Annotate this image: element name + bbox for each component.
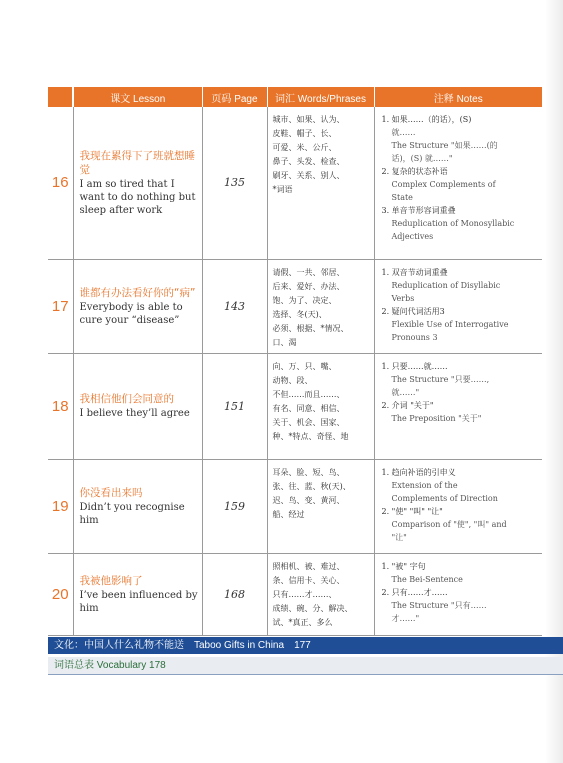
lesson-number: 19 <box>48 459 73 553</box>
header-page: 页码 Page <box>202 87 267 107</box>
lesson-page-number: 143 <box>202 259 267 353</box>
note-line: 才……" <box>391 613 420 623</box>
lesson-words <box>267 353 374 459</box>
note-line: 1. "被" 字句 <box>381 561 426 571</box>
culture-section-bar[interactable] <box>48 637 563 654</box>
note-line: "让" <box>391 532 407 542</box>
note-line: 1. 如果……（的话），(S) <box>381 115 472 124</box>
header-notes: 注释 Notes <box>374 87 542 107</box>
culture-english: Taboo Gifts in China <box>194 640 285 651</box>
note-line: 1. 只要……就…… <box>381 361 448 371</box>
lesson-number: 16 <box>48 107 73 259</box>
note-line: 就…… <box>391 128 416 137</box>
lesson-number: 18 <box>48 353 73 459</box>
note-line: 1. 趋向补语的引申义 <box>381 467 456 477</box>
lesson-page-number: 168 <box>202 553 267 635</box>
note-line: Pronouns 3 <box>391 332 438 342</box>
lesson-title-chinese: 我被他影响了 <box>79 574 143 587</box>
note-line: 2. 只有……才…… <box>381 587 448 597</box>
lesson-row[interactable] <box>48 553 542 635</box>
lesson-title-english: I’ve been influenced by him <box>79 589 198 614</box>
lesson-number: 20 <box>48 553 73 635</box>
lesson-title-english: I believe they’ll agree <box>79 408 190 419</box>
lesson-row[interactable] <box>48 353 542 459</box>
vocabulary-label: 词语总表 Vocabulary <box>54 660 147 671</box>
lesson-title-english: Everybody is able to cure your “disease” <box>79 301 183 326</box>
note-line: 话)，(S) 就……" <box>391 154 453 163</box>
header-words: 词汇 Words/Phrases <box>267 87 374 107</box>
lesson-title-chinese: 我相信他们会同意的 <box>79 393 174 405</box>
note-line: Complements of Direction <box>391 493 498 503</box>
contents-table <box>48 87 542 636</box>
lesson-words-text: 城市、如果、认为、 皮鞋、帽子、长、 可爱、米、公斤、 鼻子、头发、检查、 刷牙、关系、别人、 *词语 <box>272 115 345 194</box>
lesson-notes <box>374 553 542 635</box>
lesson-notes <box>374 259 542 353</box>
lesson-title-chinese: 我现在累得下了班就想睡觉 <box>79 149 195 176</box>
note-line: Flexible Use of Interrogative <box>391 319 509 329</box>
lesson-words-text: 向、万、只、嘴、 动物、段、 不但……而且……、 有名、同意、相信、 关于、机会、国家、 种、*特点、奇怪、地 <box>272 361 349 441</box>
note-line: 2. 疑问代词活用3 <box>381 306 445 316</box>
lesson-title-chinese: 你没看出来吗 <box>79 486 143 499</box>
lesson-row[interactable] <box>48 459 542 553</box>
note-line: The Bei-Sentence <box>391 574 463 584</box>
lesson-page-number: 151 <box>202 353 267 459</box>
vocabulary-section-bar[interactable] <box>48 657 563 675</box>
note-line: Reduplication of Disyllabic <box>391 280 501 290</box>
note-line: Comparison of "使", "叫" and <box>391 519 507 529</box>
lesson-words-text: 请假、一共、邻居、 后来、爱好、办法、 饱、为了、决定、 选择、冬(天)、 必须、根据、*情况、 口、渴 <box>272 267 349 347</box>
lesson-notes <box>374 353 542 459</box>
note-line: The Structure "只要……, <box>391 374 490 384</box>
lesson-words <box>267 259 374 353</box>
lesson-title-cell[interactable] <box>73 553 202 635</box>
lesson-title-cell[interactable] <box>73 459 202 553</box>
lesson-number: 17 <box>48 259 73 353</box>
lesson-words <box>267 107 374 259</box>
lesson-title-cell[interactable] <box>73 353 202 459</box>
note-line: Adjectives <box>391 232 434 241</box>
header-lesson: 课文 Lesson <box>73 87 202 107</box>
lesson-words <box>267 459 374 553</box>
note-line: Reduplication of Monosyllabic <box>391 219 515 228</box>
note-line: 2. 介词 "关于" <box>381 400 434 410</box>
note-line: 2. 复杂的状态补语 <box>381 167 448 176</box>
note-line: The Structure "只有…… <box>391 600 487 610</box>
table-header-row <box>48 87 542 107</box>
lesson-row[interactable] <box>48 259 542 353</box>
note-line: The Structure "如果……(的 <box>391 141 498 150</box>
note-line: State <box>391 193 413 202</box>
note-line: 1. 双音节动词重叠 <box>381 267 448 277</box>
note-line: Extension of the <box>391 480 458 490</box>
culture-label: 文化：中国人什么礼物不能送 <box>54 640 184 651</box>
lesson-title-cell[interactable] <box>73 259 202 353</box>
lesson-title-english: Didn’t you recognise him <box>79 501 185 526</box>
culture-page: 177 <box>294 640 311 651</box>
lesson-page-number: 159 <box>202 459 267 553</box>
lesson-page-number: 135 <box>202 107 267 259</box>
lesson-title-english: I am so tired that I want to do nothing but sleep after work <box>79 178 196 216</box>
lesson-words-text: 耳朵、脸、短、鸟、 张、往、蓝、秋(天)、 迟、鸟、变、黄河、 船、经过 <box>272 467 351 519</box>
note-line: 就……" <box>391 387 420 397</box>
lesson-row[interactable] <box>48 107 542 259</box>
note-line: Verbs <box>391 293 415 303</box>
note-line: 2. "使" "叫" "让" <box>381 506 443 516</box>
lesson-title-chinese: 谁都有办法看好你的“病” <box>79 286 196 299</box>
lesson-words <box>267 553 374 635</box>
lesson-words-text: 照相机、被、难过、 条、信用卡、关心、 只有……才……、 成绩、碗、分、解决、 试、*真正、多么 <box>272 561 353 627</box>
header-number <box>48 87 73 107</box>
vocabulary-page: 178 <box>149 660 166 671</box>
note-line: 3. 单音节形容词重叠 <box>381 206 456 215</box>
note-line: The Preposition "关于" <box>391 413 482 423</box>
lesson-notes <box>374 459 542 553</box>
note-line: Complex Complements of <box>391 180 496 189</box>
lesson-notes <box>374 107 542 259</box>
lesson-title-cell[interactable] <box>73 107 202 259</box>
